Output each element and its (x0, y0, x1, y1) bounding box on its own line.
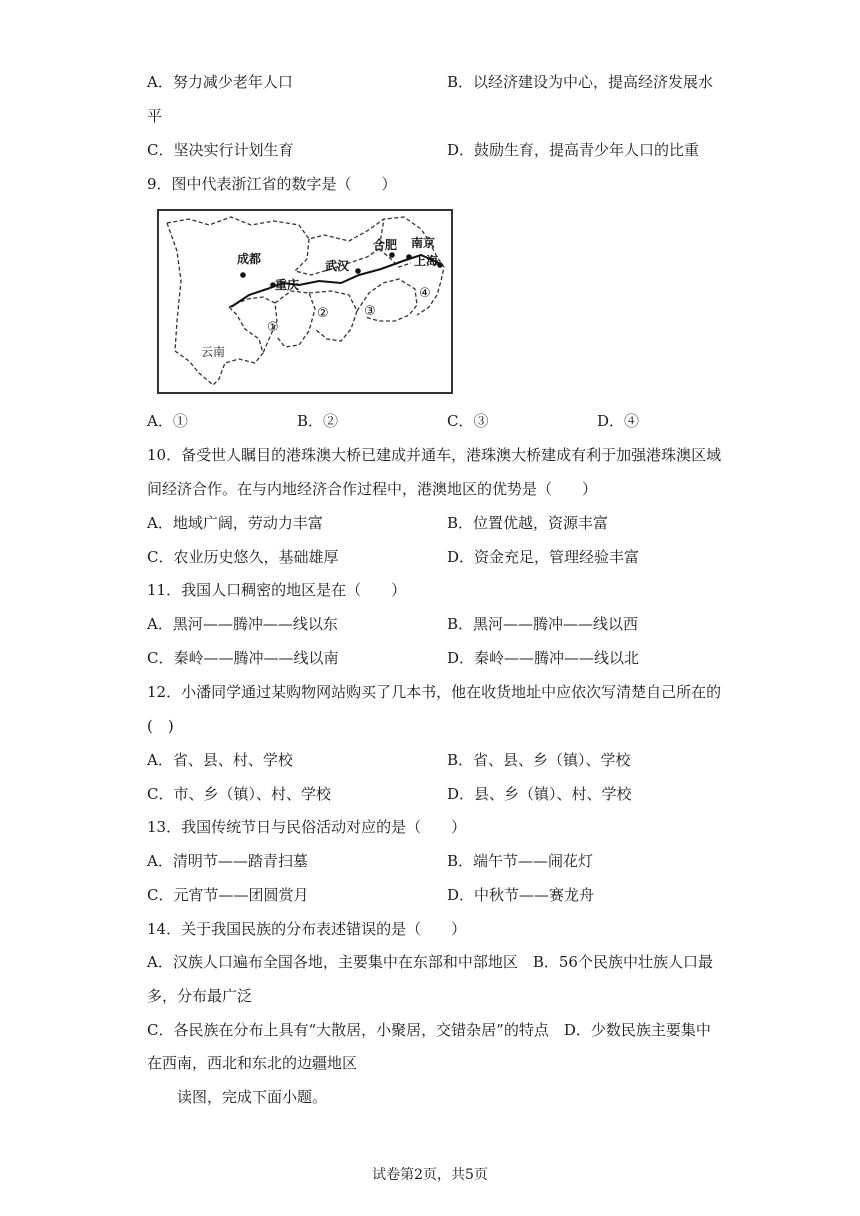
q11-option-a: A．黑河——腾冲——线以东 (147, 615, 338, 633)
page-footer: 试卷第2页，共5页 (372, 1167, 488, 1183)
wuhan-dot (355, 268, 361, 274)
q13-option-d: D．中秋节——赛龙舟 (447, 886, 595, 904)
q10-stem-line2: 间经济合作。在与内地经济合作过程中，港澳地区的优势是（ ） (147, 480, 598, 498)
q10-option-d: D．资金充足，管理经验丰富 (447, 548, 640, 566)
q9-stem: 9．图中代表浙江省的数字是（ ） (147, 175, 397, 193)
northern-border (167, 217, 444, 315)
q12-option-a: A．省、县、村、学校 (147, 751, 293, 769)
q13-option-c: C．元宵节——团圆赏月 (147, 886, 309, 904)
q10-option-c: C．农业历史悠久，基础雄厚 (147, 548, 339, 566)
q9-option-c: C．③ (447, 412, 489, 430)
q12-stem-line2: ( ) (147, 717, 174, 735)
chongqing-label: 重庆 (275, 278, 300, 292)
nanjing-label: 南京 (411, 236, 436, 250)
marker-2: ② (317, 306, 329, 321)
q10-stem-line1: 10．备受世人瞩目的港珠澳大桥已建成并通车，港珠澳大桥建成有利于加强港珠澳区域 (147, 446, 722, 464)
marker-3: ③ (364, 304, 376, 319)
q10-option-b: B．位置优越，资源丰富 (447, 514, 609, 532)
q12-option-b: B．省、县、乡（镇）、学校 (447, 751, 631, 769)
q14-options-line1: A．汉族人口遍布全国各地，主要集中在东部和中部地区 B．56个民族中壮族人口最 (147, 953, 713, 971)
chengdu-label: 成都 (237, 252, 262, 266)
q11-stem: 11．我国人口稠密的地区是在（ ） (147, 581, 407, 599)
marker-1: ① (267, 320, 279, 335)
hefei-dot (389, 252, 395, 258)
q11-option-c: C．秦岭——腾冲——线以南 (147, 649, 339, 667)
q12-option-c: C．市、乡（镇）、村、学校 (147, 785, 331, 803)
region-map-figure (159, 211, 451, 392)
q11-option-b: B．黑河——腾冲——线以西 (447, 615, 639, 633)
wuhan-label: 武汉 (325, 259, 350, 273)
province-2-border (275, 291, 315, 347)
chengdu-dot (240, 272, 246, 278)
reading-instruction: 读图，完成下面小题。 (177, 1088, 328, 1106)
yunnan-label: 云南 (201, 345, 226, 359)
q11-option-d: D．秦岭——腾冲——线以北 (447, 649, 640, 667)
q14-options-line2: 多，分布最广泛 (147, 987, 253, 1005)
q13-stem: 13．我国传统节日与民俗活动对应的是（ ） (147, 818, 467, 836)
shanghai-label: 上海 (414, 254, 439, 268)
q13-option-b: B．端午节——闹花灯 (447, 852, 594, 870)
q9-option-d: D．④ (597, 412, 640, 430)
western-border (167, 223, 181, 351)
q12-stem-line1: 12．小潘同学通过某购物网站购买了几本书，他在收货地址中应依次写清楚自己所在的 (147, 683, 722, 701)
q9-option-a: A．① (147, 412, 188, 430)
q8-option-d: D．鼓励生育，提高青少年人口的比重 (447, 141, 700, 159)
q8-option-a: A．努力减少老年人口 (147, 73, 293, 91)
q14-stem: 14．关于我国民族的分布表述错误的是（ ） (147, 920, 467, 938)
q8-option-b-continued: 平 (147, 107, 163, 125)
hefei-label: 合肥 (373, 238, 398, 252)
q14-options-line3: C．各民族在分布上具有“大散居，小聚居，交错杂居”的特点 D．少数民族主要集中 (147, 1021, 711, 1039)
q12-option-d: D．县、乡（镇）、村、学校 (447, 785, 632, 803)
q8-option-b: B．以经济建设为中心，提高经济发展水 (447, 73, 714, 91)
q8-option-c: C．坚决实行计划生育 (147, 141, 294, 159)
shanghai-dot (437, 262, 443, 268)
marker-4: ④ (419, 286, 431, 301)
q13-option-a: A．清明节——踏青扫墓 (147, 852, 308, 870)
q9-map (157, 209, 453, 394)
q9-option-b: B．② (297, 412, 339, 430)
nanjing-dot (406, 254, 412, 260)
q10-option-a: A．地域广阔，劳动力丰富 (147, 514, 323, 532)
q14-options-line4: 在西南，西北和东北的边疆地区 (147, 1054, 358, 1072)
